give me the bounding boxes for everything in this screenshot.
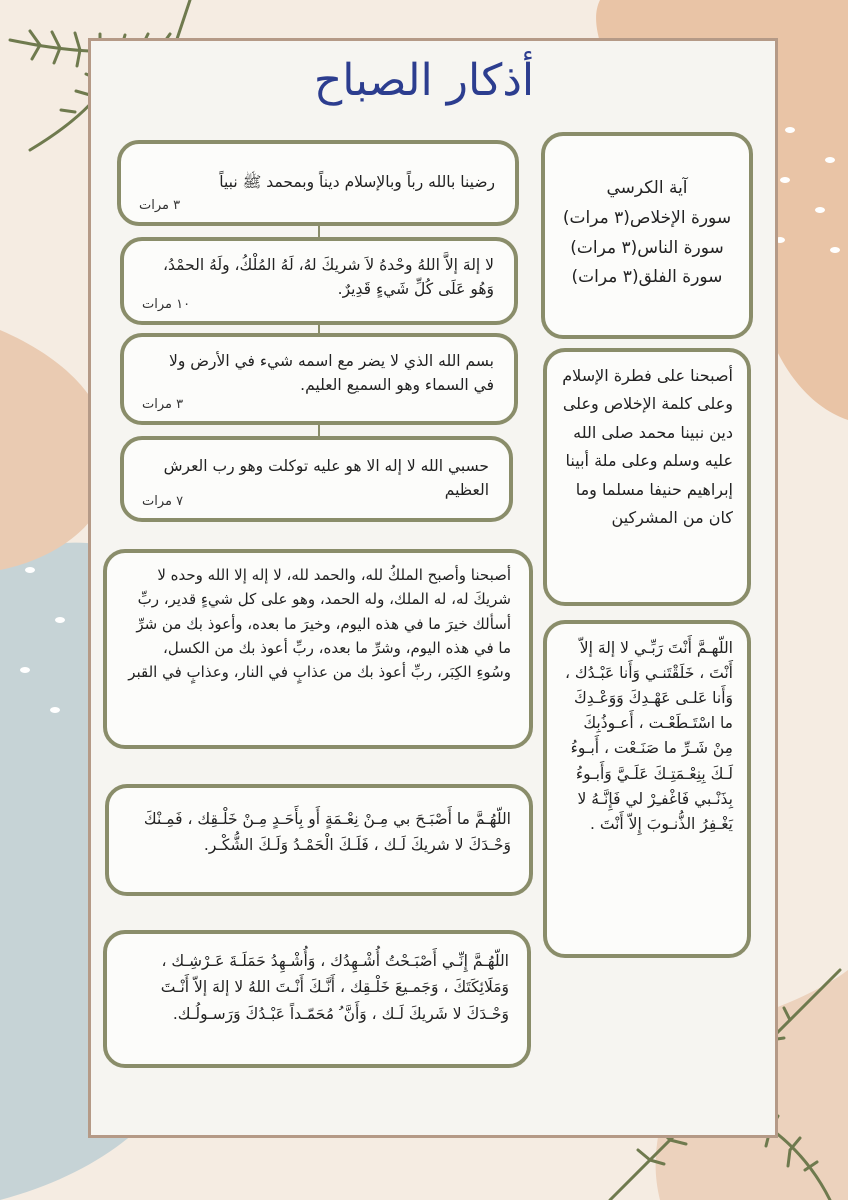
dhikr-text: اللّهُـمَّ إِنِّـي أَصْبَـحْتُ أُشْـهِدُك ، وَأُشْـهِدُ حَمَلَـةَ عَـرْشِـك ، وَمَلَائِكَتَكَ ، وَجَمـيعَ خَلْـقِك ، أَنَّـكَ أَنْـتَ اللهُ لا إلهَ إلاّ أَنْـتَ وَحْـدَكَ لا شَريكَ لَـك ، وَأَنَّ ُ مُحَمّـداً عَبْـدُكَ وَرَسـولُـك.: [160, 952, 509, 1023]
dhikr-card-sayyid-istighfar: [543, 620, 751, 958]
surah-line: آية الكرسي: [606, 178, 688, 198]
dhikr-card-hasbi: [120, 436, 513, 522]
dhikr-text: أصبحنا على فطرة الإسلام وعلى كلمة الإخلاص وعلى دين نبينا محمد صلى الله عليه وسلم وعلى ملة أبينا إبراهيم حنيفا مسلما وما كان من المشركين: [562, 366, 733, 528]
dhikr-text: اللّهُـمَّ ما أَصْبَـحَ بي مِـنْ نِعْـمَةٍ أَو بِأَحَـدٍ مِـنْ خَلْـقِك ، فَمِـنْكَ وَحْـدَكَ لا شريكَ لَـك ، فَلَـكَ الْحَمْـدُ وَلَـكَ الشُّكْـر.: [143, 810, 511, 855]
dhikr-card-fitrah: [543, 348, 751, 606]
dhikr-card-nimah: [105, 784, 533, 896]
dhikr-text: بسم الله الذي لا يضر مع اسمه شيء في الأرض ولا في السماء وهو السميع العليم.: [169, 352, 494, 395]
repeat-count: ٣ مرات: [142, 396, 184, 412]
surah-line: سورة الإخلاص(٣ مرات): [562, 207, 732, 228]
dhikr-card-ashhaduk: [103, 930, 531, 1068]
page-title: أذكار الصباح: [313, 55, 535, 106]
dhikr-text: أصبحنا وأصبح الملكُ لله، والحمد لله، لا إله إلا الله وحده لا شريكَ له، له الملك، وله الحمد، وهو على كل شيءٍ قدير، ربِّ أسألك خيرَ ما في هذه اليوم، وخيرَ ما بعده، وأعوذ بك من شرِّ ما في هذه اليوم، وشرِّ ما بعده، ربِّ أعوذ بك من الكسل، وسُوءِ الكِبَر، ربِّ أعوذ بك من عذابٍ في النار، وعذابٍ في القبر: [128, 566, 511, 682]
dhikr-text: حسبي الله لا إله الا هو عليه توكلت وهو رب العرش العظيم: [163, 457, 489, 500]
repeat-count: ١٠ مرات: [142, 296, 191, 312]
repeat-count: ٣ مرات: [139, 197, 181, 213]
dhikr-card-asbahna-mulk: [103, 549, 533, 749]
dhikr-card-tahlil: [120, 237, 518, 325]
dhikr-text: اللّهـمَّ أَنْتَ رَبِّـي لا إلهَ إلاّ أَنْتَ ، خَلَقْتَنـي وَأَنا عَبْـدُك ، وَأَنا عَلـى عَهْـدِكَ وَوَعْـدِكَ ما اسْتَـطَعْـت ، أَعـوذُبِكَ مِنْ شَـرِّ ما صَنَـعْت ، أَبـوءُ لَـكَ بِنِعْـمَتِـكَ عَلَـيَّ وَأَبـوءُ بِذَنْـبي فَاغْفـِرْ لي فَإِنَّـهُ لا يَغْـفِرُ الذُّنـوبَ إِلاّ أَنْتَ .: [564, 639, 733, 833]
dhikr-card-bismillah: [120, 333, 518, 425]
repeat-count: ٧ مرات: [142, 493, 184, 509]
dhikr-card-radina: [117, 140, 519, 226]
surah-line: سورة الفلق(٣ مرات): [571, 267, 723, 288]
quran-surahs-card: [541, 132, 753, 339]
dhikr-text: لا إلهَ إلاَّ اللهُ وحْدهُ لاَ شريكَ لهُ، لَهُ المُلْكُ، ولَهُ الحمْدُ، وَهُو عَلَى كُلِّ شَيءٍ قَدِيرٌ.: [163, 256, 494, 299]
dots-decoration-left: [10, 560, 80, 720]
dhikr-text: رضينا بالله رباً وبالإسلام ديناً وبمحمد ﷺ نبياً: [219, 173, 495, 191]
surah-line: سورة الناس(٣ مرات): [570, 237, 724, 258]
